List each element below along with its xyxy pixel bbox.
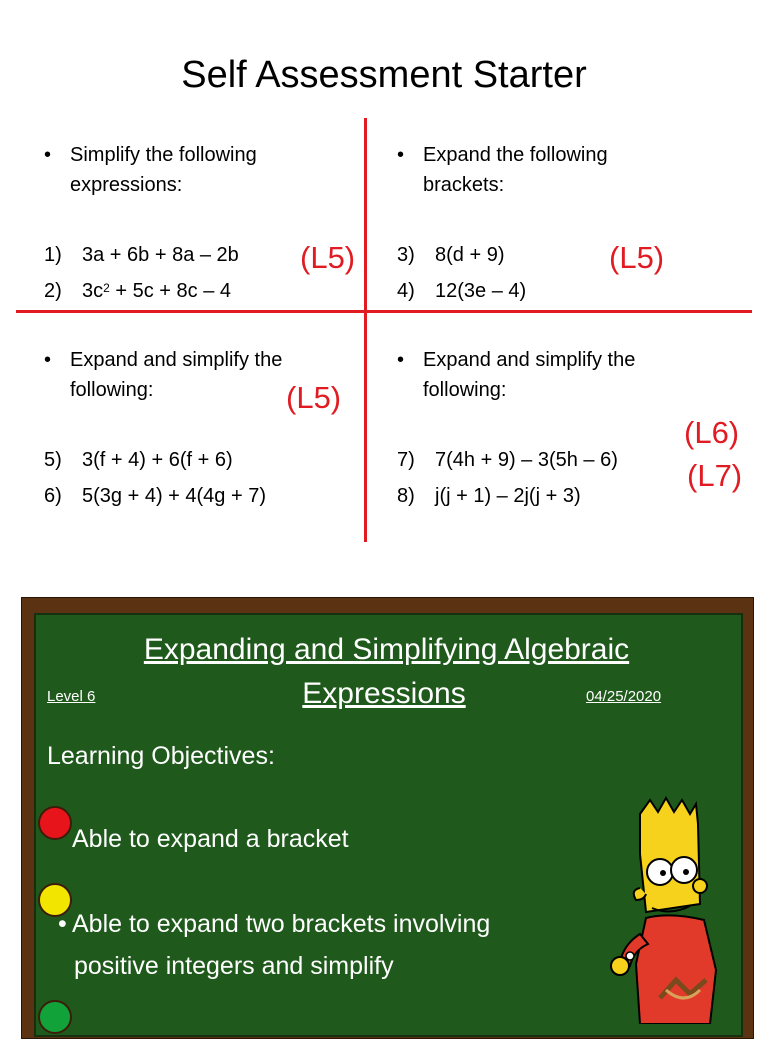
question-item	[397, 240, 526, 270]
level-label: (L6)	[684, 415, 740, 450]
question-text: $3c^2 + 5c + 8c - 4$	[82, 280, 232, 302]
question-text: 5(3g + 4) + 4(4g + 7)	[82, 485, 267, 507]
question-text: 7(4h + 9) – 3(5h – 6)	[435, 449, 618, 471]
quadrant-expand	[397, 140, 727, 200]
instruction-line: Expand and simplify the	[70, 349, 283, 371]
question-number: 3)	[397, 244, 415, 266]
page-title: Self Assessment Starter	[181, 54, 587, 96]
instruction-line: Expand the following	[423, 144, 608, 166]
instruction-line: following:	[423, 379, 507, 401]
lesson-title-line1: Expanding and Simplifying Algebraic	[143, 633, 630, 666]
question-number: 7)	[397, 449, 415, 471]
instruction-line: brackets:	[423, 174, 505, 196]
question-number: 2)	[44, 280, 62, 302]
question-number: 8)	[397, 485, 415, 507]
question-item	[44, 276, 239, 306]
question-list	[44, 240, 239, 306]
question-item	[397, 481, 618, 511]
objective-text: Able to expand a bracket	[72, 825, 349, 853]
bullet-icon: •	[44, 349, 52, 371]
quadrant-expand-simplify-2	[397, 345, 727, 405]
level-label: (L5)	[300, 240, 356, 275]
lesson-date: 04/25/2020	[586, 688, 662, 705]
instruction	[397, 345, 727, 405]
objectives-heading: Learning Objectives:	[47, 742, 275, 770]
question-list	[44, 445, 266, 511]
instruction-line: Simplify the following	[70, 144, 257, 166]
question-text: 3a + 6b + 8a – 2b	[82, 244, 239, 266]
objective-text: positive integers and simplify	[74, 952, 394, 980]
instruction-line: following:	[70, 379, 154, 401]
question-text: j(j + 1) – 2j(j + 3)	[435, 485, 581, 507]
yellow-objective-marker	[38, 883, 72, 917]
instruction-line: expressions:	[70, 174, 183, 196]
horizontal-divider	[16, 310, 752, 313]
question-item	[44, 240, 239, 270]
bullet-icon: •	[397, 349, 405, 371]
lesson-title-line2: Expressions	[302, 677, 466, 710]
bart-simpson-icon	[600, 794, 750, 1024]
green-objective-marker	[38, 1000, 72, 1034]
red-objective-marker	[38, 806, 72, 840]
quadrant-simplify	[44, 140, 344, 200]
level-label: (L5)	[609, 240, 665, 275]
question-item	[44, 481, 266, 511]
question-item	[44, 445, 266, 475]
objective-text: Able to expand two brackets involving	[72, 910, 491, 938]
question-number: 1)	[44, 244, 62, 266]
vertical-divider	[364, 118, 367, 542]
question-text: 12(3e – 4)	[435, 280, 527, 302]
question-item	[397, 445, 618, 475]
question-number: 5)	[44, 449, 62, 471]
bullet-icon: •	[397, 144, 405, 166]
question-list	[397, 240, 526, 306]
question-number: 6)	[44, 485, 62, 507]
level-indicator: Level 6	[47, 688, 96, 705]
question-text: 3(f + 4) + 6(f + 6)	[82, 449, 233, 471]
instruction-line: Expand and simplify the	[423, 349, 636, 371]
instruction	[44, 140, 344, 200]
bullet-icon: •	[44, 144, 52, 166]
bullet-icon: •	[58, 910, 67, 938]
level-label: (L5)	[286, 380, 342, 415]
question-number: 4)	[397, 280, 415, 302]
question-list	[397, 445, 618, 511]
level-label: (L7)	[687, 458, 743, 493]
instruction	[397, 140, 727, 200]
question-text: 8(d + 9)	[435, 244, 505, 266]
question-item	[397, 276, 526, 306]
